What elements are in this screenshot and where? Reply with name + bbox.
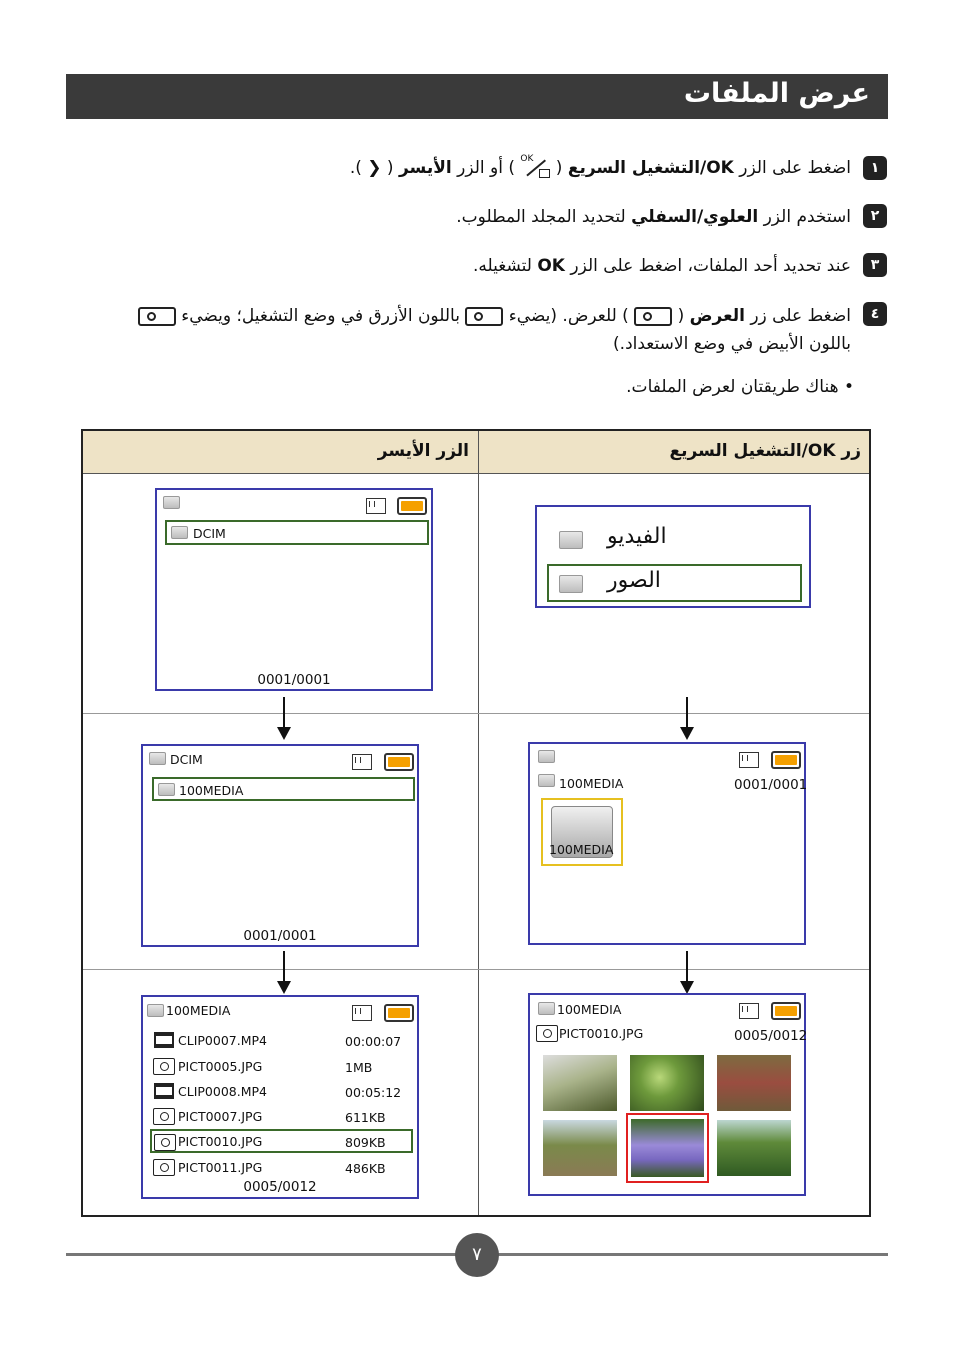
- file-counter: 0005/0012: [243, 1179, 317, 1195]
- flow-arrow: [686, 697, 688, 727]
- file-row[interactable]: PICT0005.JPG 1MB: [151, 1055, 415, 1077]
- sd-card-icon: [352, 1005, 372, 1021]
- menu-item-video[interactable]: الفيديو: [547, 519, 802, 555]
- step-text: استخدم الزر العلوي/السفلي لتحديد المجلد المطلوب.: [456, 207, 851, 227]
- ok-play-icon: OK: [520, 158, 550, 178]
- file-row[interactable]: PICT0011.JPG 486KB: [151, 1156, 415, 1178]
- thumbnail[interactable]: [543, 1120, 617, 1176]
- browser-screen: DCIM 100MEDIA 0001/0001: [141, 744, 419, 947]
- photo-icon: [154, 1134, 176, 1151]
- photo-icon: [153, 1108, 175, 1125]
- thumbnail-image: [631, 1119, 704, 1177]
- folder-thumbnail[interactable]: 100MEDIA: [541, 798, 623, 866]
- video-icon: [154, 1083, 174, 1099]
- page-number: ٧: [455, 1233, 499, 1277]
- selected-thumbnail[interactable]: [626, 1113, 709, 1183]
- file-row-selected[interactable]: PICT0010.JPG 809KB: [150, 1129, 413, 1153]
- step-number: ٣: [863, 253, 887, 277]
- file-row[interactable]: CLIP0008.MP4 00:05:12: [151, 1080, 415, 1102]
- folder-icon: [149, 752, 166, 765]
- folder-icon: [559, 575, 583, 593]
- file-list-screen: 100MEDIA CLIP0007.MP4 00:00:07 PICT0005.JPG 1MB CLIP0008.MP4 00:05:12 PICT0007.JPG 611KB PICT0010.JPG 809KB PICT0011.JPG 486KB 0005/0012: [141, 995, 419, 1199]
- video-icon: [154, 1032, 174, 1048]
- column-divider: [478, 431, 479, 1215]
- battery-icon: [771, 1002, 801, 1020]
- flow-arrow: [283, 951, 285, 981]
- flow-arrow-head: [277, 981, 291, 994]
- display-button-icon: [465, 307, 503, 326]
- photo-icon: [153, 1058, 175, 1075]
- menu-screen: [535, 505, 811, 608]
- column-header-left: الزر الأيسر: [377, 441, 469, 461]
- flow-arrow: [283, 697, 285, 727]
- column-header-ok: زر OK/التشغيل السريع: [669, 441, 861, 461]
- file-counter: 0001/0001: [257, 672, 331, 688]
- step-number: ٤: [863, 302, 887, 326]
- step-number: ٢: [863, 204, 887, 228]
- battery-icon: [771, 751, 801, 769]
- folder-row[interactable]: DCIM: [165, 520, 429, 545]
- thumbnail[interactable]: [717, 1120, 791, 1176]
- file-row[interactable]: CLIP0007.MP4 00:00:07: [151, 1029, 415, 1051]
- row-divider: [83, 713, 869, 714]
- step-number: ١: [863, 156, 887, 180]
- thumbnail-grid-screen: 100MEDIA PICT0010.JPG 0005/0012: [528, 993, 806, 1196]
- sd-card-icon: [739, 1003, 759, 1019]
- display-button-icon: [634, 307, 672, 326]
- thumbnail[interactable]: [543, 1055, 617, 1111]
- display-button-icon: [138, 307, 176, 326]
- folder-icon: [158, 783, 175, 796]
- step-text: عند تحديد أحد الملفات، اضغط على الزر OK لتشغيله.: [472, 256, 851, 276]
- bullet-item: • هناك طريقتان لعرض الملفات.: [626, 377, 854, 397]
- battery-icon: [397, 497, 427, 515]
- sd-card-icon: [739, 752, 759, 768]
- thumbnail-screen: 100MEDIA 0001/0001 100MEDIA: [528, 742, 806, 945]
- file-row[interactable]: PICT0007.JPG 611KB: [151, 1105, 415, 1127]
- folder-icon: [147, 1004, 164, 1017]
- flow-arrow-head: [680, 727, 694, 740]
- folder-icon: [559, 531, 583, 549]
- battery-icon: [384, 753, 414, 771]
- menu-item-photo[interactable]: الصور: [547, 564, 802, 602]
- step-text: اضغط على الزر OK/التشغيل السريع ( OK ) أو الزر الأيسر ( ❮ ).: [349, 154, 851, 178]
- step-text-line2: باللون الأبيض في وضع الاستعداد.): [613, 334, 851, 354]
- folder-icon: [163, 496, 180, 509]
- file-counter: 0001/0001: [243, 928, 317, 944]
- sd-card-icon: [366, 498, 386, 514]
- browser-screen: [155, 488, 433, 691]
- folder-row[interactable]: 100MEDIA: [152, 777, 415, 801]
- bullet-dot: •: [838, 377, 854, 397]
- thumbnail[interactable]: [717, 1055, 791, 1111]
- battery-icon: [384, 1004, 414, 1022]
- step-text: اضغط على زر العرض ( ) للعرض. (يضيء باللون الأزرق في وضع التشغيل؛ ويضيء: [138, 306, 851, 326]
- flow-arrow: [686, 951, 688, 981]
- file-counter: 0005/0012: [734, 1028, 808, 1044]
- thumbnail[interactable]: [630, 1055, 704, 1111]
- row-divider: [83, 969, 869, 970]
- photo-icon: [153, 1159, 175, 1176]
- page-title: عرض الملفات: [683, 78, 870, 109]
- file-counter: 0001/0001: [734, 777, 808, 793]
- flow-arrow-head: [277, 727, 291, 740]
- folder-icon: [171, 526, 188, 539]
- folder-icon: [538, 750, 555, 763]
- photo-icon: [536, 1025, 558, 1042]
- sd-card-icon: [352, 754, 372, 770]
- folder-icon: [538, 774, 555, 787]
- folder-icon: [538, 1002, 555, 1015]
- title-bar: [66, 74, 888, 119]
